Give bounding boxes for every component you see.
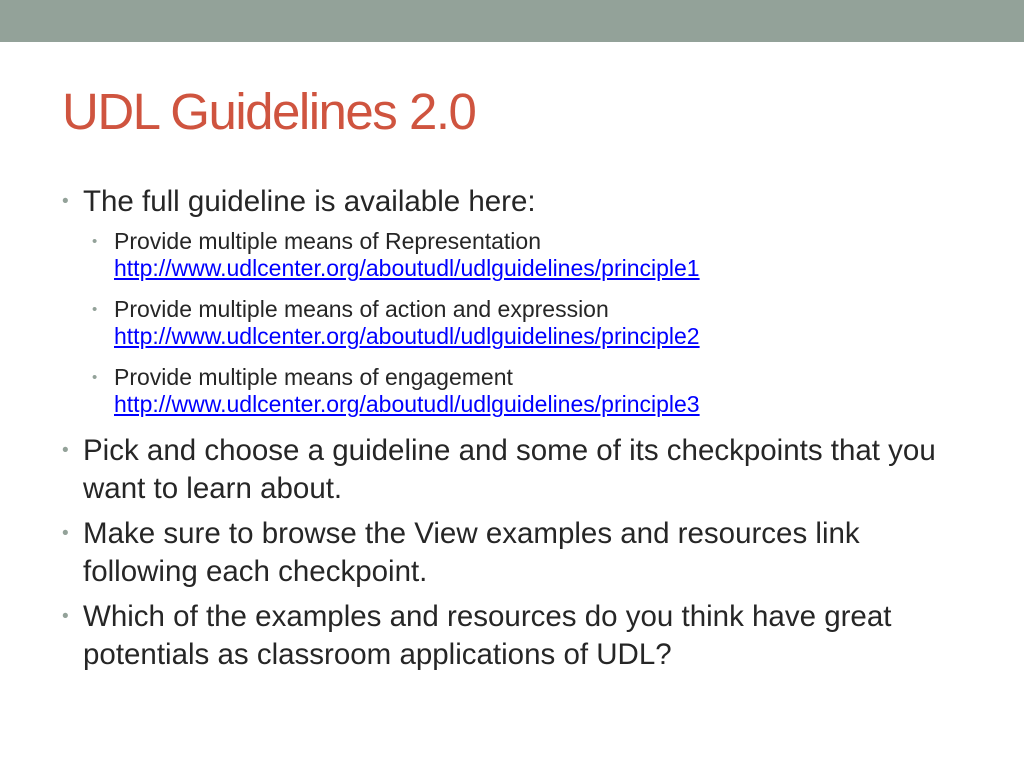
sub-bullet-marker-icon: •: [92, 301, 98, 318]
bullet-marker-icon: •: [62, 523, 69, 544]
principle3-link[interactable]: http://www.udlcenter.org/aboutudl/udlguidelines/principle3: [114, 391, 700, 417]
bullet-marker-icon: •: [62, 440, 69, 461]
bullet-text: Which of the examples and resources do you think have great potentials as classroom applications of UDL?: [83, 600, 892, 671]
sub-bullet-list: [62, 228, 962, 418]
bullet-text: Pick and choose a guideline and some of its checkpoints that you want to learn about.: [83, 434, 936, 505]
sub-bullet-marker-icon: •: [92, 369, 98, 386]
sub-bullet-item: [62, 296, 962, 350]
top-accent-bar: [0, 0, 1024, 42]
sub-bullet-marker-icon: •: [92, 233, 98, 250]
principle2-link[interactable]: http://www.udlcenter.org/aboutudl/udlguidelines/principle2: [114, 323, 700, 349]
bullet-item: [62, 598, 962, 674]
principle1-link[interactable]: http://www.udlcenter.org/aboutudl/udlguidelines/principle1: [114, 255, 700, 281]
sub-bullet-text: Provide multiple means of action and expression: [114, 296, 609, 322]
bullet-item: [62, 515, 962, 591]
sub-bullet-item: [62, 228, 962, 282]
slide-content: [62, 183, 962, 681]
sub-bullet-text: Provide multiple means of engagement: [114, 364, 513, 390]
bullet-marker-icon: •: [62, 191, 69, 212]
sub-bullet-text: Provide multiple means of Representation: [114, 228, 542, 254]
bullet-item: [62, 432, 962, 508]
sub-bullet-item: [62, 364, 962, 418]
slide-title: UDL Guidelines 2.0: [62, 83, 476, 140]
bullet-item: [62, 183, 962, 221]
bullet-text: Make sure to browse the View examples and resources link following each checkpoint.: [83, 517, 860, 588]
bullet-text: The full guideline is available here:: [83, 185, 536, 218]
bullet-marker-icon: •: [62, 606, 69, 627]
